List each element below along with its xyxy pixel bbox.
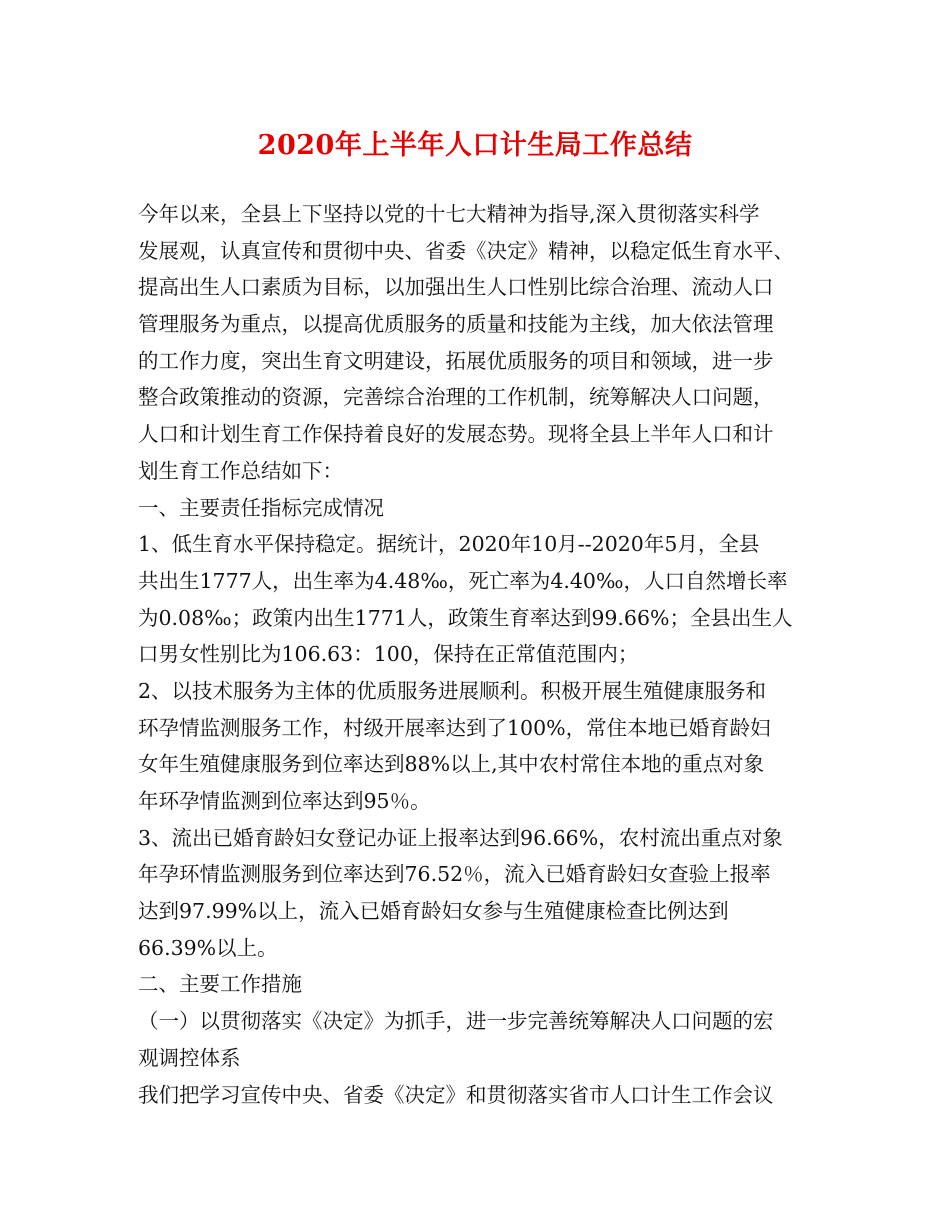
text-line: 划生育工作总结如下： xyxy=(138,458,343,483)
section-heading: 二、主要工作措施 xyxy=(138,972,302,997)
text-line: 管理服务为重点，以提高优质服务的质量和技能为主线，加大依法管理 xyxy=(138,312,774,337)
text-line: 为0.08‰；政策内出生1771人，政策生育率达到99.66%；全县出生人 xyxy=(138,605,793,630)
text-line: 人口和计划生育工作保持着良好的发展态势。现将全县上半年人口和计 xyxy=(138,422,774,447)
document-title: 2020年上半年人口计生局工作总结 xyxy=(257,130,693,161)
text-line: 今年以来，全县上下坚持以党的十七大精神为指导,深入贯彻落实科学 xyxy=(138,202,760,226)
text-line: 共出生1777人，出生率为4.48‰，死亡率为4.40‰，人口自然增长率 xyxy=(138,568,788,593)
text-line: 年环孕情监测到位率达到95％。 xyxy=(138,789,431,813)
text-line: 年孕环情监测服务到位率达到76.52％，流入已婚育龄妇女查验上报率 xyxy=(138,862,771,887)
text-line: 口男女性别比为106.63：100，保持在正常值范围内； xyxy=(138,642,639,667)
text-line: 1、低生育水平保持稳定。据统计，2020年10月--2020年5月，全县 xyxy=(138,532,760,557)
text-line: 发展观，认真宣传和贯彻中央、省委《决定》精神，以稳定低生育水平、 xyxy=(138,238,794,263)
text-line: 提高出生人口素质为目标，以加强出生人口性别比综合治理、流动人口 xyxy=(138,275,774,300)
text-line: 女年生殖健康服务到位率达到88%以上,其中农村常住本地的重点对象 xyxy=(138,752,765,777)
text-line: 环孕情监测服务工作，村级开展率达到了100%，常住本地已婚育龄妇 xyxy=(138,715,771,740)
text-line: 我们把学习宣传中央、省委《决定》和贯彻落实省市人口计生工作会议 xyxy=(138,1082,774,1107)
section-heading: 一、主要责任指标完成情况 xyxy=(138,495,384,520)
text-line: 达到97.99%以上，流入已婚育龄妇女参与生殖健康检查比例达到 xyxy=(138,899,729,924)
subsection-heading: （一）以贯彻落实《决定》为抓手，进一步完善统筹解决人口问题的宏 xyxy=(138,1009,774,1034)
subsection-heading: 观调控体系 xyxy=(138,1045,241,1070)
text-line: 2、以技术服务为主体的优质服务进展顺利。积极开展生殖健康服务和 xyxy=(138,678,767,703)
document-body xyxy=(138,196,828,1113)
text-line: 整合政策推动的资源，完善综合治理的工作机制，统筹解决人口问题， xyxy=(138,385,774,410)
text-line: 66.39%以上。 xyxy=(138,935,278,960)
text-line: 3、流出已婚育龄妇女登记办证上报率达到96.66%，农村流出重点对象 xyxy=(138,825,783,850)
text-line: 的工作力度，突出生育文明建设，拓展优质服务的项目和领域，进一步 xyxy=(138,348,774,373)
